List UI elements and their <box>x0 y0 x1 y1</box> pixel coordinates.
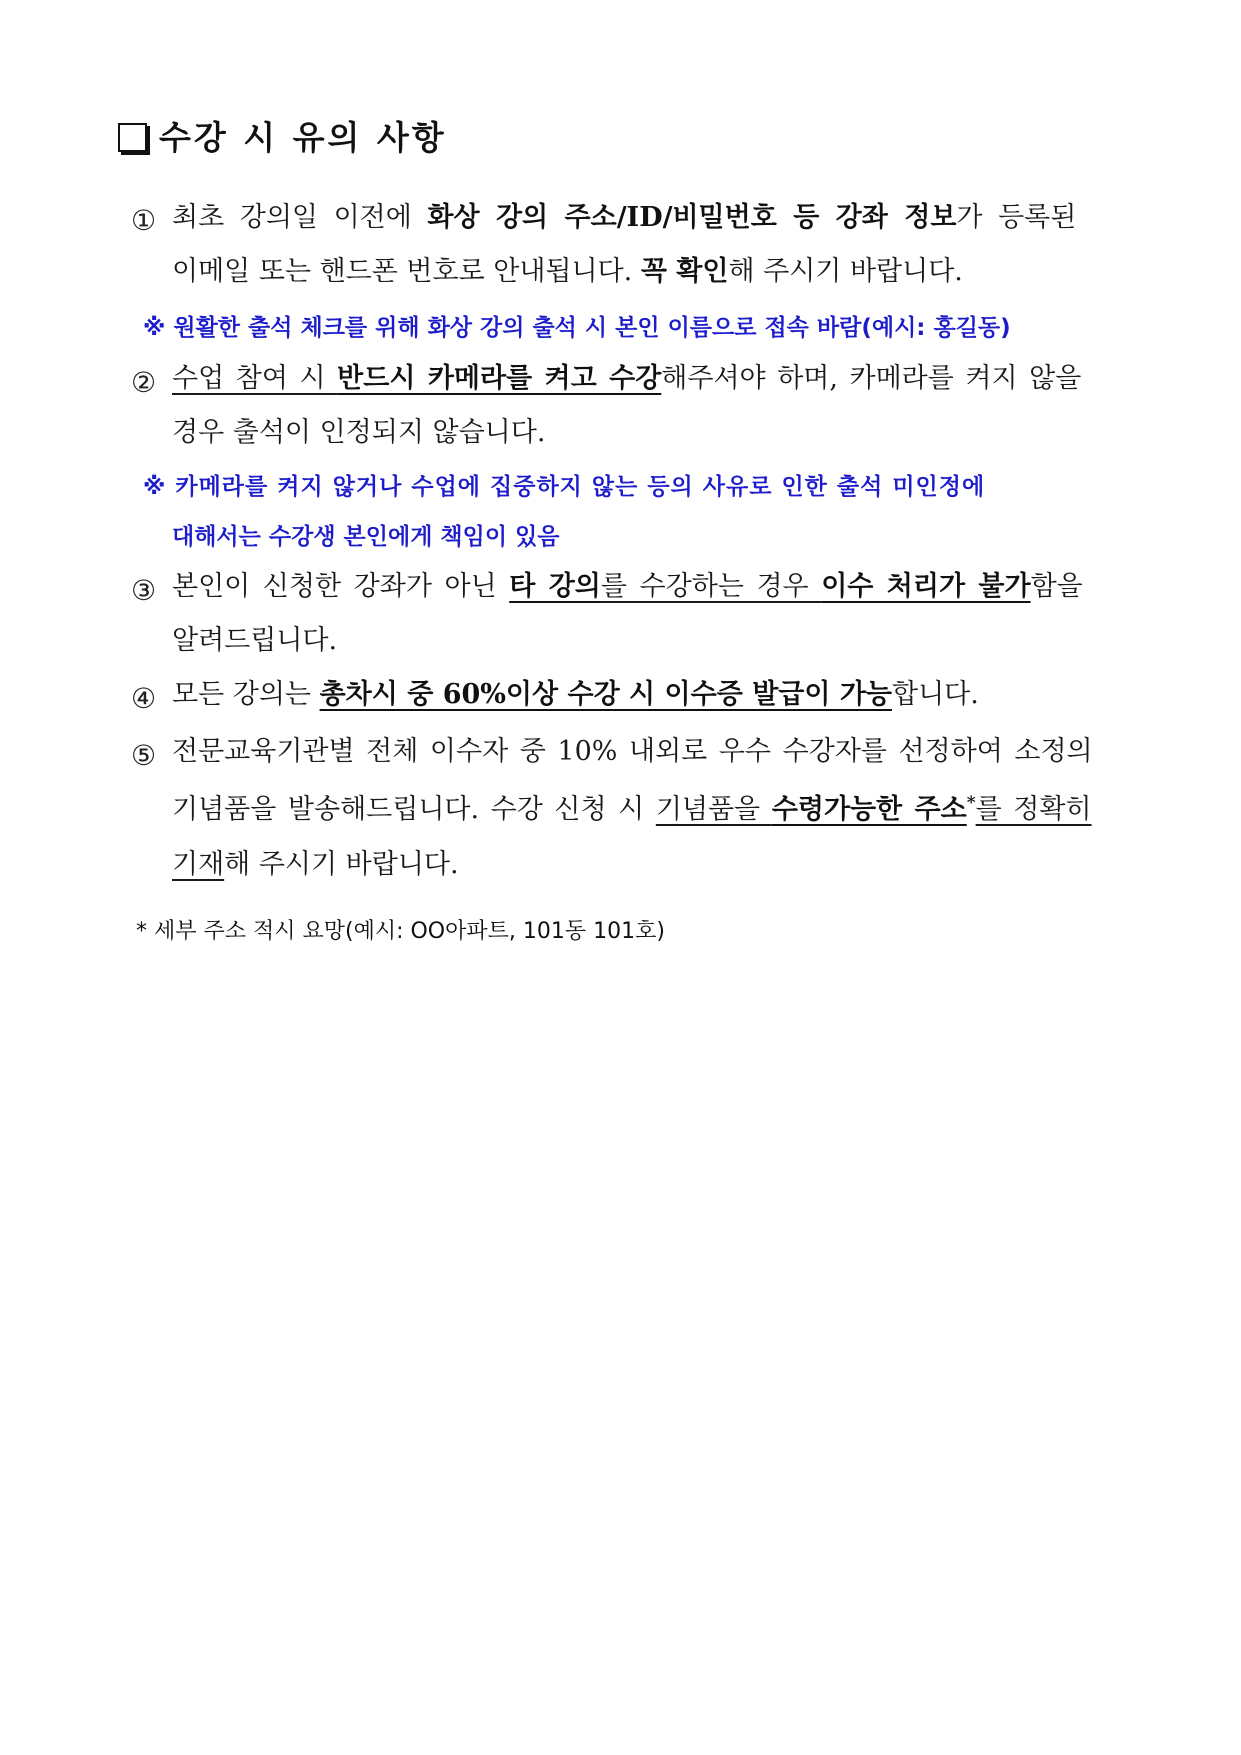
item-4-line-1: 모든 강의는 총차시 중 60%이상 수강 시 이수증 발급이 가능합니다. <box>172 679 979 710</box>
section-heading <box>118 112 447 159</box>
item-3-line-2: 알려드립니다. <box>172 625 338 656</box>
item-5-line-3: 기재해 주시기 바랍니다. <box>172 849 459 880</box>
item-2-line-1: 수업 참여 시 반드시 카메라를 켜고 수강해주셔야 하며, 카메라를 켜지 않을 <box>172 363 1082 394</box>
item-1-line-2: 이메일 또는 핸드폰 번호로 안내됩니다. 꼭 확인해 주시기 바랍니다. <box>172 256 963 287</box>
item-5-line-2: 기념품을 발송해드립니다. 수강 신청 시 기념품을 수령가능한 주소*를 정확히 <box>172 793 1092 825</box>
item-number-4: ④ <box>131 682 157 715</box>
item-number-1: ① <box>131 204 157 237</box>
checkbox-icon <box>118 123 147 152</box>
item-number-3: ③ <box>131 574 157 607</box>
notice-2-line-1: ※ 카메라를 켜지 않거나 수업에 집중하지 않는 등의 사유로 인한 출석 미인정에 <box>143 474 986 500</box>
footnote-marker: * <box>966 793 976 813</box>
footnote: * 세부 주소 적시 요망(예시: OO아파트, 101동 101호) <box>136 919 665 944</box>
heading-text: 수강 시 유의 사항 <box>159 118 447 157</box>
item-number-5: ⑤ <box>131 739 157 772</box>
item-1-line-1: 최초 강의일 이전에 화상 강의 주소/ID/비밀번호 등 강좌 정보가 등록된 <box>172 202 1077 233</box>
item-number-2: ② <box>131 366 157 399</box>
notice-2-line-2: 대해서는 수강생 본인에게 책임이 있음 <box>172 524 560 550</box>
item-3-line-1: 본인이 신청한 강좌가 아닌 타 강의를 수강하는 경우 이수 처리가 불가함을 <box>172 571 1083 602</box>
notice-1: ※ 원활한 출석 체크를 위해 화상 강의 출석 시 본인 이름으로 접속 바람(예시: 홍길동) <box>143 315 1011 341</box>
item-5-line-1: 전문교육기관별 전체 이수자 중 10% 내외로 우수 수강자를 선정하여 소정의 <box>172 736 1093 767</box>
item-2-line-2: 경우 출석이 인정되지 않습니다. <box>172 417 546 448</box>
